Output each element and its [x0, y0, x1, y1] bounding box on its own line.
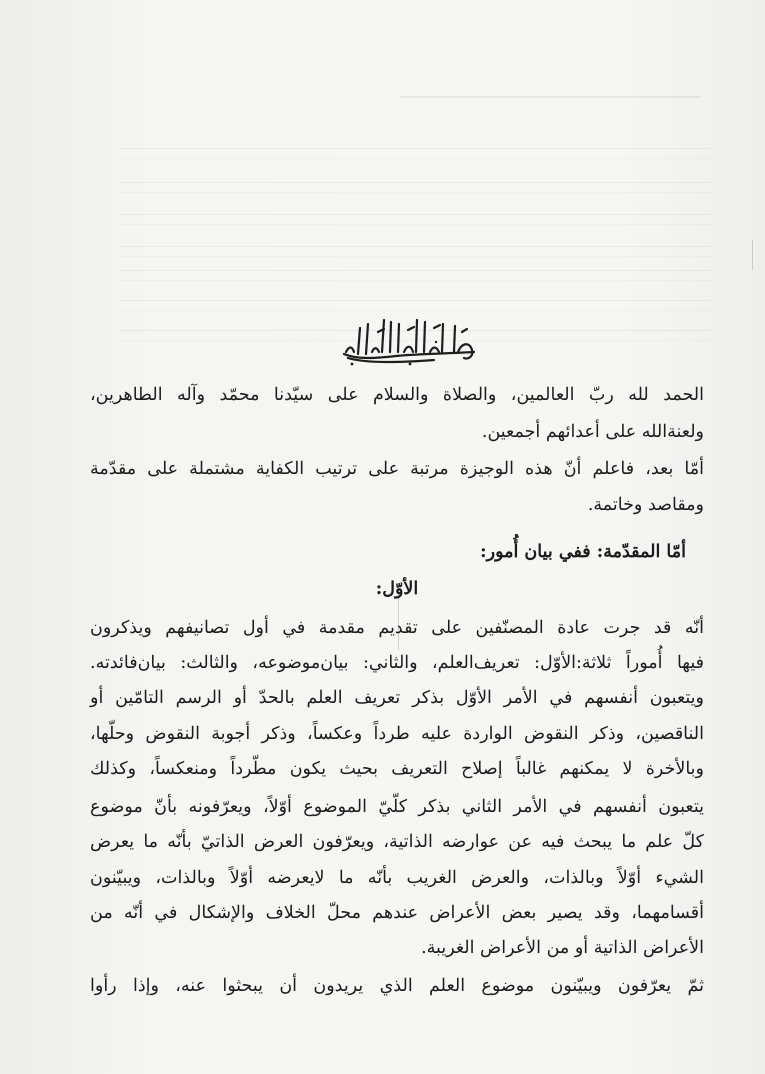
- text-line: أنّه قد جرت عادة المصنّفين على تقديم مقدمة في أول تصانيفهم ويذكرون: [90, 618, 704, 638]
- text-line: أقسامهما، وقد يصير بعض الأعراض عندهم محلّ الخلاف والإشكال في أنّه من: [90, 903, 704, 923]
- text-line: كلّ علم ما يبحث فيه عن عوارضه الذاتية، ويعرّفون العرض الذاتيّ بأنّه ما يعرض: [90, 832, 704, 852]
- text-line: الناقصين، وذكر النقوض الواردة عليه طرداً وعكساً، وذكر أجوبة النقوض وحلّها،: [90, 724, 704, 744]
- text-line: الحمد لله ربّ العالمين، والصلاة والسلام على سيّدنا محمّد وآله الطاهرين،: [90, 385, 704, 405]
- text-line: وبالأخرة لا يمكنهم غالباً إصلاح التعريف بحيث يكون مطّرداً ومنعكساً، وكذلك: [90, 759, 704, 779]
- main-text: [90, 0, 704, 1074]
- text-line: ومقاصد وخاتمة.: [587, 495, 704, 515]
- subsection-heading: الأوّل:: [375, 579, 419, 599]
- section-heading: أمّا المقدّمة: ففي بيان أُمور:: [480, 542, 686, 562]
- text-line: الشيء أوّلاً وبالذات، والعرض الغريب بأنّه ما لايعرضه أوّلاً وبالذات، ويبيّنون: [90, 868, 704, 888]
- text-line: يتعبون أنفسهم في الأمر الثاني بذكر كلّيّ الموضوع أوّلاً، ويعرّفونه بأنّ موضوع: [90, 797, 704, 817]
- scan-edge-mark: [752, 240, 753, 270]
- text-line: ويتعبون أنفسهم في الأمر الأوّل بذكر تعريف العلم بالحدّ أو الرسم التامّين أو: [90, 688, 704, 708]
- text-line: فيها أُموراً ثلاثة:الأوّل: تعريف‌العلم، والثاني: بيان‌موضوعه، والثالث: بيان‌فائدته.: [90, 653, 704, 673]
- text-line: ثمّ يعرّفون ويبيّنون موضوع العلم الذي يريدون أن يبحثوا عنه، وإذا رأوا: [90, 976, 704, 996]
- text-line: الأعراض الذاتية أو من الأعراض الغريبة.: [421, 938, 704, 958]
- text-line: أمّا بعد، فاعلم أنّ هذه الوجيزة مرتبة على ترتيب الكفاية مشتملة على مقدّمة: [90, 459, 704, 479]
- text-line: ولعنةالله على أعدائهم أجمعين.: [481, 422, 704, 442]
